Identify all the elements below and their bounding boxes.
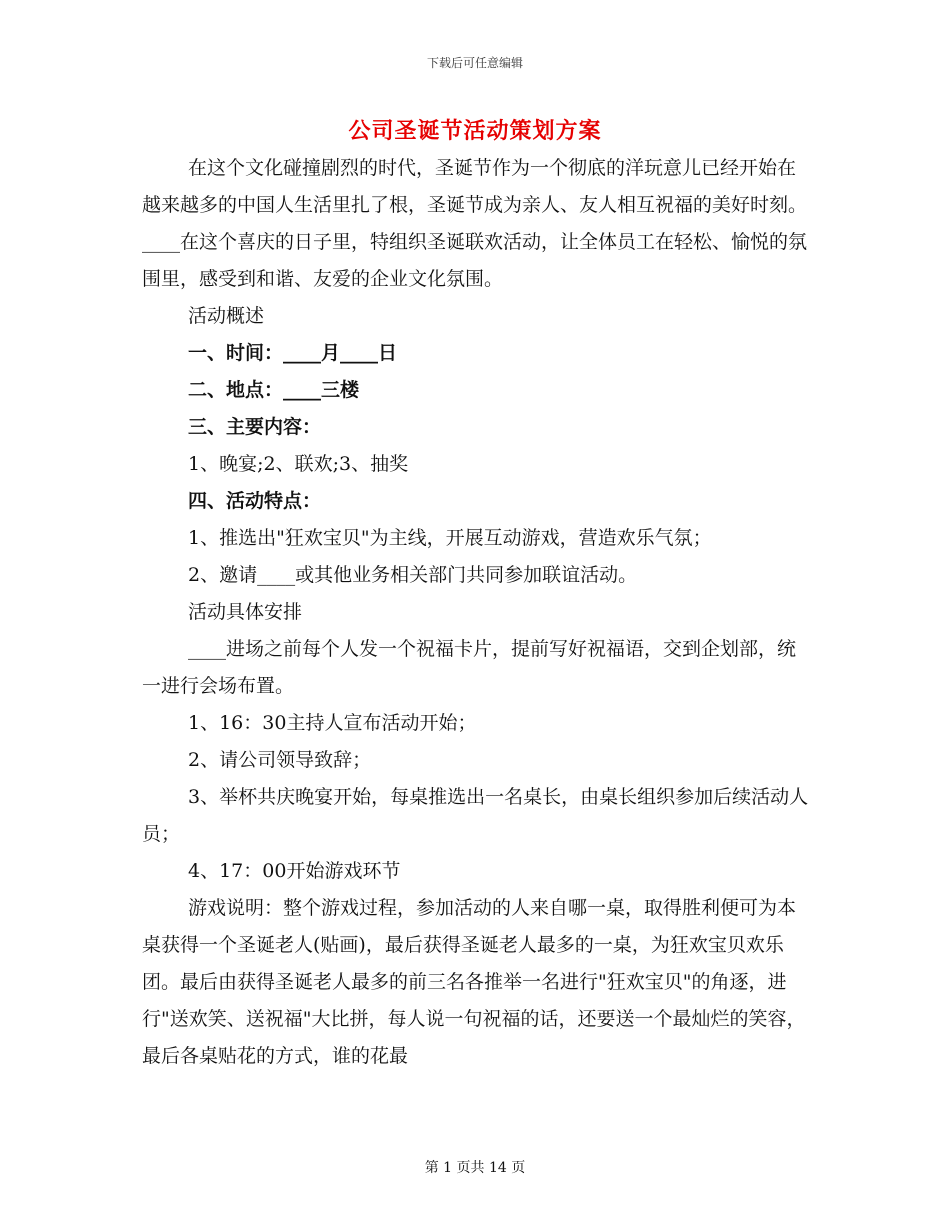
page-footer: 第 1 页共 14 页 (424, 1160, 526, 1176)
place-line: 二、地点：____三楼 (188, 379, 360, 401)
schedule-step-2: 2、请公司领导致辞； (188, 749, 372, 771)
content-heading: 三、主要内容： (188, 416, 322, 438)
content-items: 1、晚宴;2、联欢;3、抽奖 (188, 453, 409, 475)
intro-paragraph: 在这个文化碰撞剧烈的时代，圣诞节作为一个彻底的洋玩意儿已经开始在越来越多的中国人生活里扎了根，圣诞节成为亲人、友人相互祝福的美好时刻。____在这个喜庆的日子里，特组织圣诞联欢活动，让全体员工在轻松、愉悦的氛围里，感受到和谐、友爱的企业文化氛围。 (142, 157, 808, 290)
game-description: 游戏说明：整个游戏过程，参加活动的人来自哪一桌，取得胜利便可为本桌获得一个圣诞老人(贴画)，最后获得圣诞老人最多的一桌，为狂欢宝贝欢乐团。最后由获得圣诞老人最多的前三名各推举一名进行"狂欢宝贝"的角逐，进行"送欢笑、送祝福"大比拼，每人说一句祝福的话，还要送一个最灿烂的笑容，最后各桌贴花的方式，谁的花最 (142, 897, 806, 1067)
schedule-step-1: 1、16：30主持人宣布活动开始； (188, 712, 477, 734)
document-title: 公司圣诞节活动策划方案 (348, 118, 602, 144)
header-note: 下载后可任意编辑 (426, 56, 523, 70)
schedule-step-3: 3、举杯共庆晚宴开始，每桌推选出一名桌长，由桌长组织参加后续活动人员； (142, 786, 809, 845)
feature-item-2: 2、邀请____或其他业务相关部门共同参加联谊活动。 (188, 564, 638, 586)
schedule-heading: 活动具体安排 (188, 601, 303, 623)
overview-heading: 活动概述 (188, 305, 265, 327)
feature-item-1: 1、推选出"狂欢宝贝"为主线，开展互动游戏，营造欢乐气氛； (188, 527, 712, 549)
time-line: 一、时间：____月____日 (188, 342, 398, 364)
features-heading: 四、活动特点： (188, 490, 322, 512)
schedule-intro: ____进场之前每个人发一个祝福卡片，提前写好祝福语，交到企划部，统一进行会场布置。 (142, 638, 797, 697)
schedule-step-4: 4、17：00开始游戏环节 (188, 860, 401, 882)
document-body (142, 150, 810, 1075)
